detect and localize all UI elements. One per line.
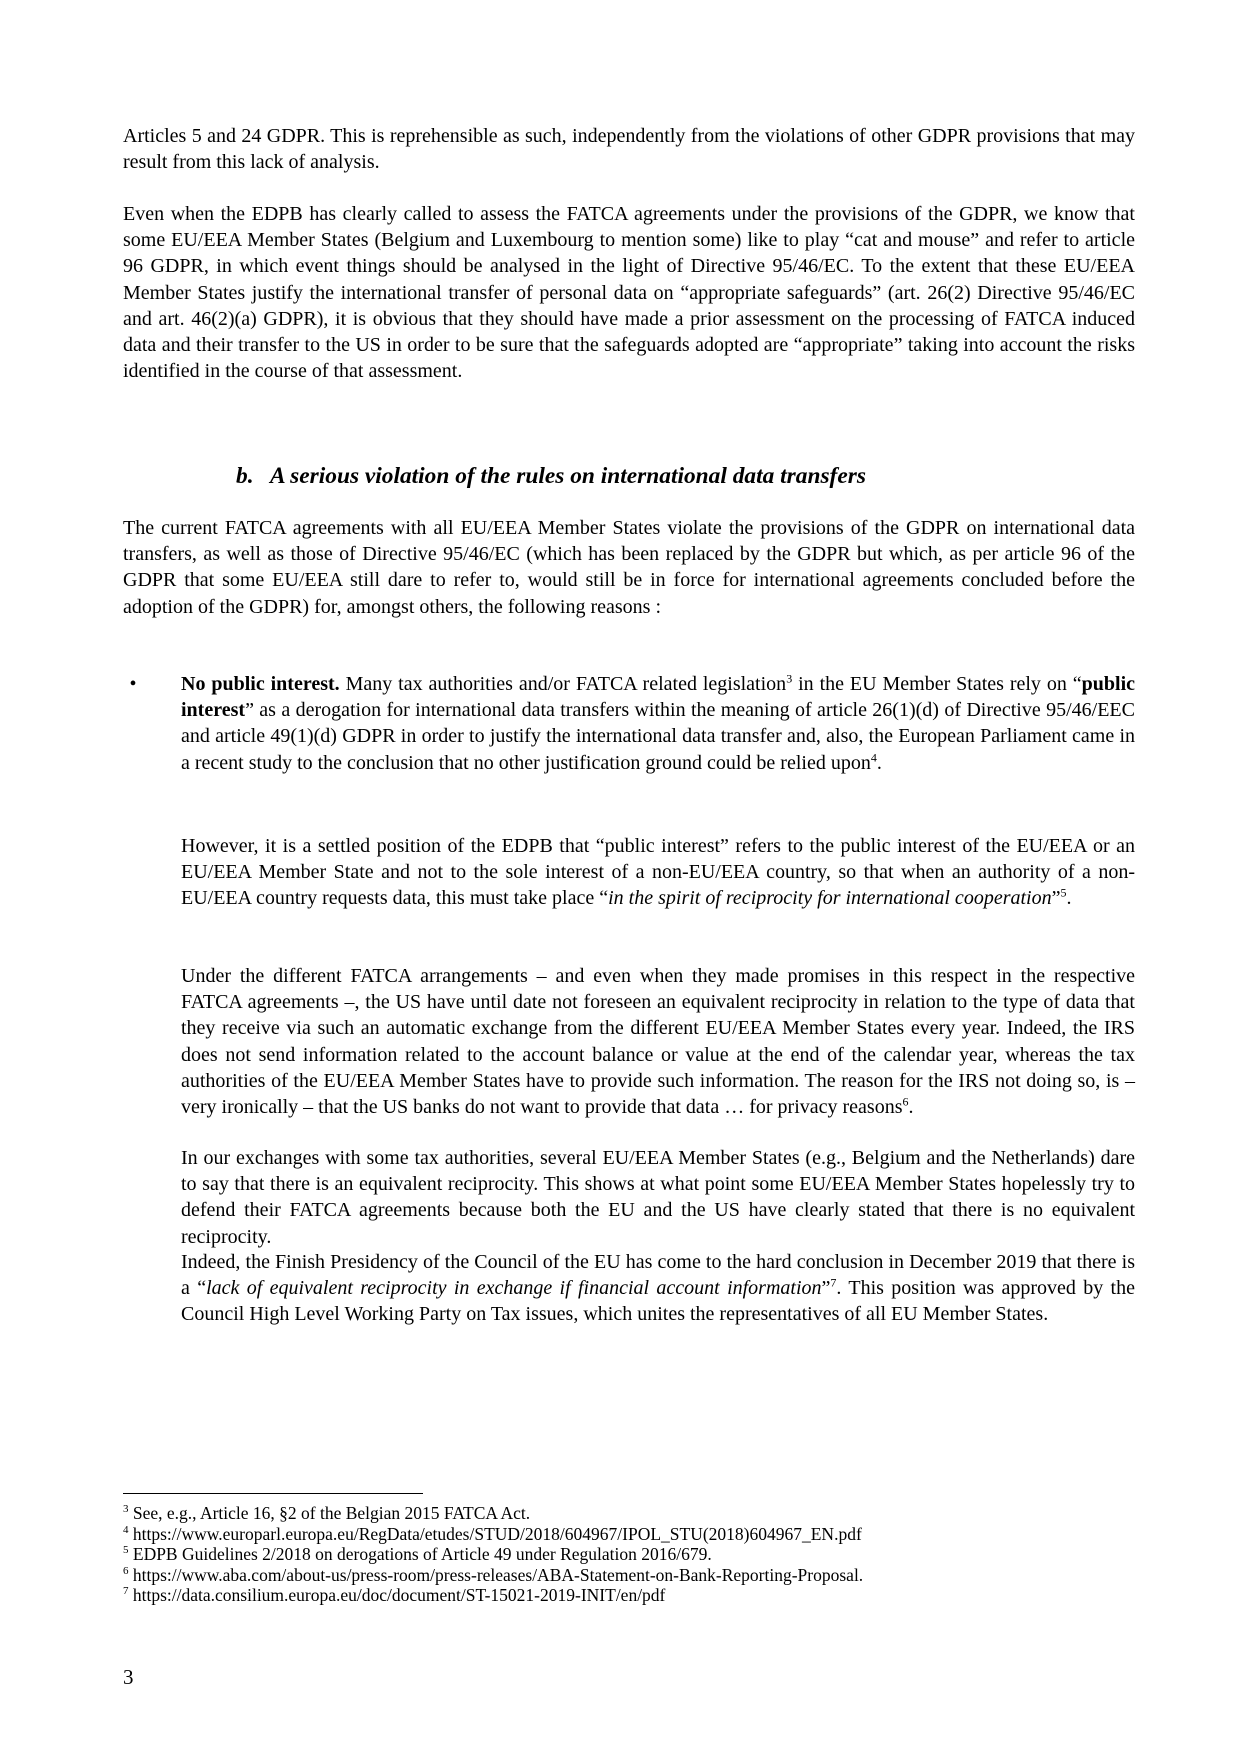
- footnote-text: https://data.consilium.europa.eu/doc/document/ST-15021-2019-INIT/en/pdf: [128, 1585, 666, 1605]
- bullet-text-segment: in the EU Member States rely on “: [792, 673, 1082, 695]
- text-segment: ”: [821, 1277, 831, 1300]
- section-heading-b: [236, 463, 1116, 489]
- paragraph-edpb-position: [181, 833, 1135, 912]
- footnote-5: [123, 1544, 1135, 1565]
- footnote-ref-3: 3: [786, 671, 793, 686]
- section-heading-text: A serious violation of the rules on international data transfers: [270, 463, 866, 489]
- footnote-text: See, e.g., Article 16, §2 of the Belgian 2015 FATCA Act.: [128, 1503, 531, 1523]
- paragraph-articles-5-24: Articles 5 and 24 GDPR. This is reprehensible as such, independently from the violations of other GDPR provisions that may result from this lack of analysis.: [123, 125, 1135, 174]
- footnote-3: [123, 1503, 1135, 1524]
- footnote-text: https://www.europarl.europa.eu/RegData/etudes/STUD/2018/604967/IPOL_STU(2018)604967_EN.pdf: [128, 1523, 862, 1544]
- footnote-ref-4: 4: [870, 749, 877, 764]
- paragraph-fatca-arrangements: [181, 963, 1135, 1120]
- bullet-lead-text: No public interest.: [181, 673, 340, 695]
- bold-public-interest: public interest: [181, 673, 1135, 722]
- bullet-dot-icon: •: [129, 673, 137, 695]
- footnote-separator: [123, 1493, 423, 1494]
- footnote-7: [123, 1585, 1135, 1606]
- section-heading-number: b.: [236, 463, 254, 489]
- bullet-no-public-interest: [181, 671, 1135, 776]
- text-segment: ”: [1051, 887, 1061, 910]
- footnote-number: 7: [123, 1585, 129, 1598]
- footnote-4: [123, 1524, 1135, 1545]
- footnote-text: https://www.aba.com/about-us/press-room/press-releases/ABA-Statement-on-Bank-Reporting-Proposal.: [128, 1564, 864, 1585]
- text-segment: Under the different FATCA arrangements – and even when they made promises in this respect in the respective FATCA agreements –, the US have until date not foreseen an equivalent reciprocity in relation to the type of data that they receive via such an automatic exchange from the different EU/EEA Member States every year. Indeed, the IRS does not send information related to the account balance or value at the end of the calendar year, whereas the tax authorities of the EU/EEA Member States have to provide such information. The reason for the IRS not doing so, is – very ironically – that the US banks do not want to provide that data … for privacy reasons: [181, 965, 1135, 1119]
- footnote-ref-7: 7: [830, 1275, 837, 1290]
- text-segment: .: [1066, 887, 1072, 910]
- paragraph-equivalent-reciprocity: In our exchanges with some tax authorities, several EU/EEA Member States (e.g., Belgium and the Netherlands) dare to say that there is an equivalent reciprocity. This shows at what point some EU/EEA Member States hopelessly try to defend their FATCA agreements because both the EU and the US have clearly stated that there is no equivalent reciprocity.: [181, 1147, 1135, 1248]
- footnote-6: [123, 1565, 1135, 1586]
- paragraph-current-fatca-agreements: The current FATCA agreements with all EU/EEA Member States violate the provisions of the GDPR on international data transfers, as well as those of Directive 95/46/EC (which has been replaced by the GDPR but which, as per article 96 of the GDPR that some EU/EEA still dare to refer to, would still be in force for international agreements concluded before the adoption of the GDPR) for, amongst others, the following reasons :: [123, 517, 1135, 618]
- paragraph-cat-and-mouse: Even when the EDPB has clearly called to assess the FATCA agreements under the provisions of the GDPR, we know that some EU/EEA Member States (Belgium and Luxembourg to mention some) like to play “cat and mouse” and refer to article 96 GDPR, in which event things should be analysed in the light of Directive 95/46/EC. To the extent that these EU/EEA Member States justify the international transfer of personal data on “appropriate safeguards” (art. 26(2) Directive 95/46/EC and art. 46(2)(a) GDPR), it is obvious that they should have made a prior assessment on the processing of FATCA induced data and their transfer to the US in order to be sure that the safeguards adopted are “appropriate” taking into account the risks identified in the course of that assessment.: [123, 203, 1135, 383]
- footnote-number: 6: [123, 1564, 129, 1577]
- page-number: 3: [123, 1665, 134, 1689]
- text-segment: . This position was approved by the Council High Level Working Party on Tax issues, which unites the representatives of all EU Member States.: [181, 1277, 1135, 1326]
- footnotes: [123, 1503, 1135, 1606]
- footnote-text: EDPB Guidelines 2/2018 on derogations of Article 49 under Regulation 2016/679.: [128, 1544, 712, 1564]
- paragraph-finish-presidency: [181, 1249, 1135, 1328]
- footnote-number: 3: [123, 1503, 129, 1516]
- bullet-text-segment: Many tax authorities and/or FATCA related legislation: [339, 673, 787, 695]
- italic-quote: in the spirit of reciprocity for international cooperation: [608, 887, 1052, 910]
- footnote-ref-6: 6: [902, 1094, 909, 1109]
- footnote-number: 5: [123, 1544, 129, 1557]
- footnote-ref-5: 5: [1060, 885, 1067, 900]
- footnote-number: 4: [123, 1523, 129, 1536]
- bullet-text-segment: ” as a derogation for international data transfers within the meaning of article 26(1)(d) of Directive 95/46/EEC and article 49(1)(d) GDPR in order to justify the international data transfer and, also, the European Parliament came in a recent study to the conclusion that no other justification ground could be relied upon: [181, 699, 1135, 774]
- italic-quote: lack of equivalent reciprocity in exchange if financial account information: [206, 1277, 822, 1300]
- text-segment: .: [908, 1096, 914, 1119]
- bullet-text-segment: .: [876, 751, 882, 774]
- text-segment: Indeed, the Finish Presidency of the Council of the EU has come to the hard conclusion in December 2019 that there is a “: [181, 1251, 1135, 1300]
- text-segment: However, it is a settled position of the EDPB that “public interest” refers to the public interest of the EU/EEA or an EU/EEA Member State and not to the sole interest of a non-EU/EEA country, so that when an authority of a non-EU/EEA country requests data, this must take place “: [181, 835, 1135, 910]
